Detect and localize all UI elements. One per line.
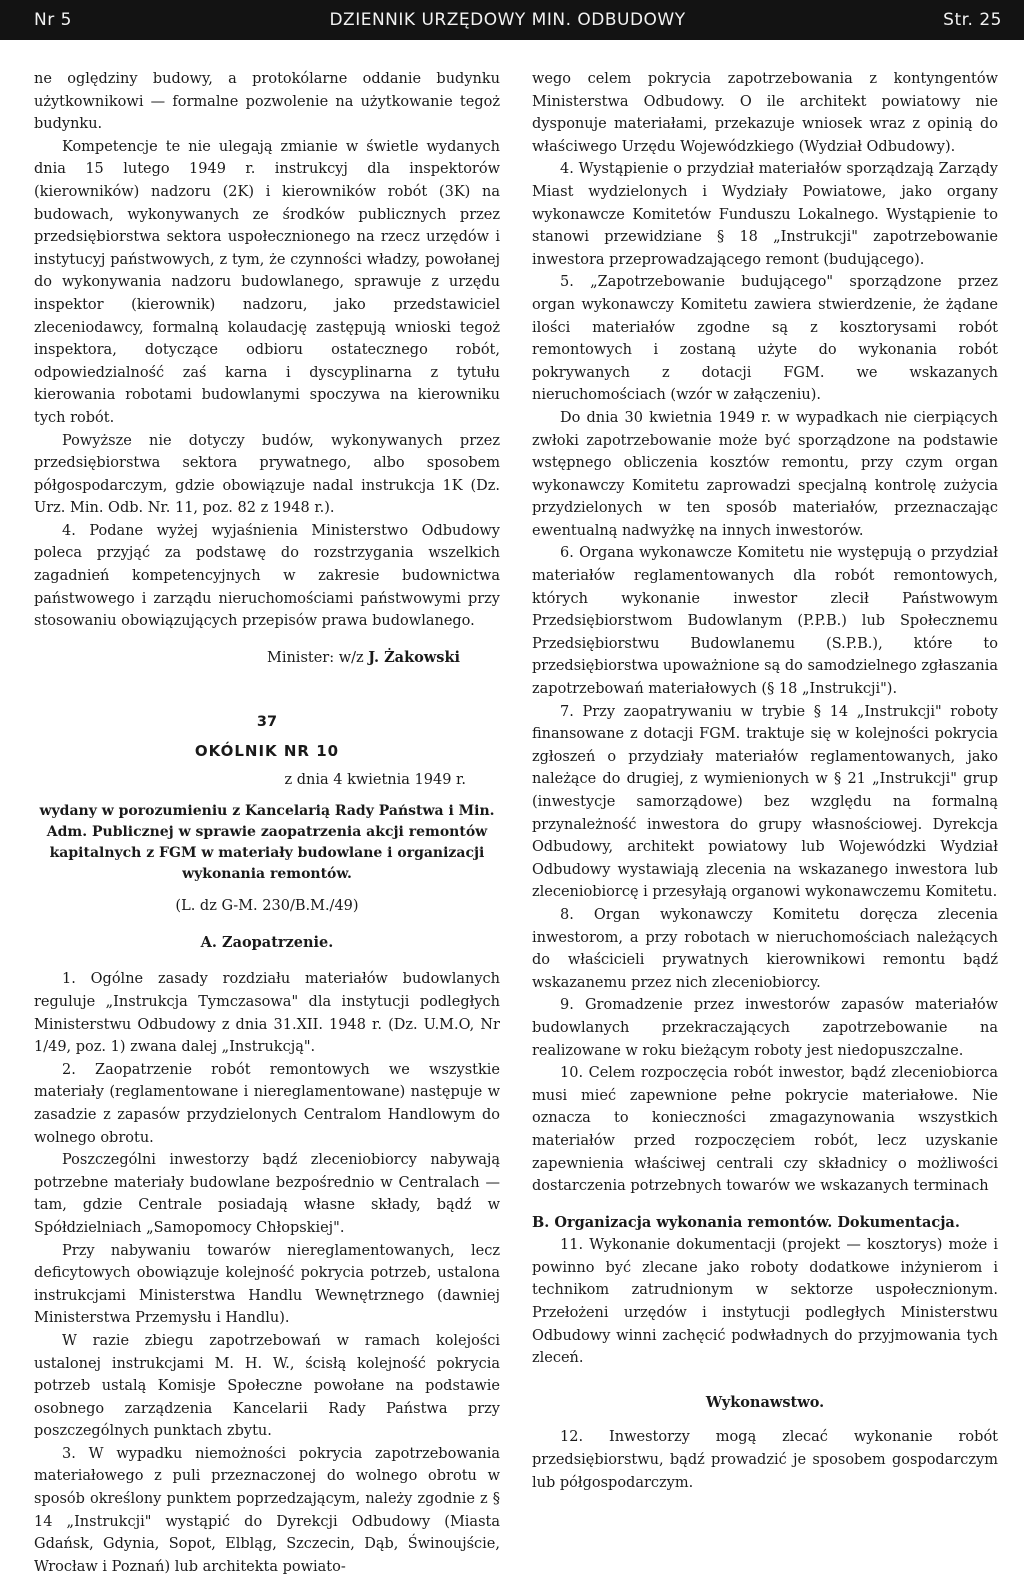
- paragraph: ne oględziny budowy, a protokólarne oddanie budynku użytkownikowi — formalne pozwolenie na użytkowanie tegoż budynku.: [34, 71, 500, 133]
- issue-number: Nr 5: [34, 10, 72, 30]
- signature: [34, 647, 460, 670]
- paragraph: 8. Organ wykonawczy Komitetu doręcza zlecenia inwestorom, a przy robotach w nieruchomościach należących do właścicieli prywatnych kierownikowi remontu bądź wskazanemu przez nich zleceniobiorcy.: [532, 906, 998, 991]
- signature-prefix: Minister: w/z: [266, 649, 364, 666]
- section-heading-execution: Wykonawstwo.: [705, 1393, 825, 1411]
- page-header: [0, 0, 1024, 40]
- paragraph: 4. Wystąpienie o przydział materiałów sporządzają Zarządy Miast wydzielonych i Wydziały Powiatowe, jako organy wykonawcze Komitetów Funduszu Lokalnego. Wystąpienie to stanowi przewidziane § 18 „Instrukcji" zapotrzebowanie inwestora przeprowadzającego remont (budującego).: [532, 161, 998, 268]
- journal-title: DZIENNIK URZĘDOWY MIN. ODBUDOWY: [329, 10, 686, 30]
- paragraph: Powyższe nie dotyczy budów, wykonywanych przez przedsiębiorstwa sektora prywatnego, albo sposobem półgospodarczym, gdzie obowiązuje nadal instrukcja 1K (Dz. Urz. Min. Odb. Nr. 11, poz. 82 z 1948 r.).: [34, 432, 500, 517]
- paragraph: 4. Podane wyżej wyjaśnienia Ministerstwo Odbudowy poleca przyjąć za podstawę do rozstrzygania wszelkich zagadnień kompetencyjnych w zakresie budownictwa państwowego i zarządu nieruchomościami państwowymi przy stosowaniu obowiązujących przepisów prawa budowlanego.: [34, 522, 500, 630]
- document-subject: wydany w porozumieniu z Kancelarią Rady Państwa i Min. Adm. Publicznej w sprawie zaopatrzenia akcji remontów kapitalnych z FGM w materiały budowlane i organizacji wykonania remontów.: [39, 803, 495, 883]
- page-number: Str. 25: [943, 10, 1002, 30]
- document-reference: (L. dz G-M. 230/B.M./49): [175, 898, 359, 915]
- section-heading-a: A. Zaopatrzenie.: [200, 933, 334, 951]
- paragraph: Przy nabywaniu towarów niereglamentowanych, lecz deficytowych obowiązuje kolejność pokrycia potrzeb, ustalona instrukcjami Ministerstwa Handlu Wewnętrznego (dawniej Ministerstwa Przemysłu i Handlu).: [34, 1242, 500, 1327]
- paragraph: 1. Ogólne zasady rozdziału materiałów budowlanych reguluje „Instrukcja Tymczasowa" dla instytucji podległych Ministerstwu Odbudowy z dnia 31.XII. 1948 r. (Dz. U.M.O, Nr 1/49, poz. 1) zwana dalej „Instrukcją".: [34, 971, 500, 1056]
- paragraph: 10. Celem rozpoczęcia robót inwestor, bądź zleceniobiorca musi mieć zapewnione pełne pokrycie materiałowe. Nie oznacza to konieczności zmagazynowania wszystkich materiałów przed rozpoczęciem robót, lecz uzyskanie zapewnienia właściwej centrali czy składnicy o możliwości dostarczenia potrzebnych towarów we wskazanych terminach: [532, 1065, 998, 1195]
- paragraph: wego celem pokrycia zapotrzebowania z kontyngentów Ministerstwa Odbudowy. O ile architekt powiatowy nie dysponuje materiałami, przekazuje wniosek wraz z opinią do właściwego Urzędu Wojewódzkiego (Wydział Odbudowy).: [532, 71, 998, 155]
- paragraph: Do dnia 30 kwietnia 1949 r. w wypadkach nie cierpiących zwłoki zapotrzebowanie może być sporządzone na podstawie wstępnego obliczenia kosztów remontu, przy czym organ wykonawczy Komitetu zaprowadzi specjalną kontrolę zużycia przydzielonych w ten sposób materiałów, przeznaczając ewentualną nadwyżkę na innych inwestorów.: [532, 409, 998, 539]
- paragraph: 5. „Zapotrzebowanie budującego" sporządzone przez organ wykonawczy Komitetu zawiera stwierdzenie, że żądane ilości materiałów zgodne są z kosztorysami robót remontowych i zostaną użyte do wykonania robót pokrywanych z dotacji FGM. we wskazanych nieruchomościach (wzór w załączeniu).: [532, 274, 998, 404]
- paragraph: Kompetencje te nie ulegają zmianie w świetle wydanych dnia 15 lutego 1949 r. instrukcyj dla inspektorów (kierowników) nadzoru (2K) i kierowników robót (3K) na budowach, wykonywanych ze środków publicznych przez przedsiębiorstwa sektora uspołecznionego na rzecz urzędów i instytucyj państwowych, z tym, że czynności władzy, powołanej do wykonywania nadzoru budowlanego, sprawuje z urzędu inspektor (kierownik) nadzoru, jako przedstawiciel zleceniodawcy, formalną kolaudację zastępują wnioski tegoż inspektora, dotyczące odbioru ostatecznego robót, odpowiedzialność zaś karna i dyscyplinarna z tytułu kierowania robotami budowlanymi spoczywa na kierowniku tych robót.: [34, 138, 500, 426]
- paragraph: W razie zbiegu zapotrzebowań w ramach kolejości ustalonej instrukcjami M. H. W., ścisłą kolejność pokrycia potrzeb ustalą Komisje Społeczne powołane na podstawie osobnego zarządzenia Kancelarii Rady Państwa przy poszczególnych punktach zbytu.: [34, 1332, 500, 1440]
- paragraph: 2. Zaopatrzenie robót remontowych we wszystkie materiały (reglamentowane i niereglamentowane) następuje w zasadzie z zapasów przydzielonych Centralom Handlowym do wolnego obrotu.: [34, 1061, 500, 1146]
- paragraph: 9. Gromadzenie przez inwestorów zapasów materiałów budowlanych przekraczających zapotrzebowanie na realizowane w roku bieżącym roboty jest niedopuszczalne.: [532, 997, 998, 1059]
- paragraph: Poszczególni inwestorzy bądź zleceniobiorcy nabywają potrzebne materiały budowlane bezpośrednio w Centralach — tam, gdzie Centrale posiadają własne składy, bądź w Spółdzielniach „Samopomocy Chłopskiej".: [34, 1152, 500, 1236]
- right-column: [532, 68, 998, 1578]
- section-heading-b: B. Organizacja wykonania remontów. Dokumentacja.: [532, 1213, 960, 1231]
- paragraph: 12. Inwestorzy mogą zlecać wykonanie robót przedsiębiorstwu, bądź prowadzić je sposobem gospodarczym lub półgospodarczym.: [532, 1429, 998, 1491]
- left-column: [34, 68, 500, 1578]
- text-columns: [34, 68, 998, 1578]
- paragraph: 6. Organa wykonawcze Komitetu nie występują o przydział materiałów reglamentowanych dla robót remontowych, których wykonanie inwestor zlecił Państwowym Przedsiębiorstwom Budowlanym (P.P.B.) lub Społecznemu Przedsiębiorstwu Budowlanemu (S.P.B.), które to przedsiębiorstwa upoważnione są do samodzielnego zgłaszania zapotrzebowań materiałowych (§ 18 „Instrukcji").: [532, 545, 998, 698]
- paragraph: 3. W wypadku niemożności pokrycia zapotrzebowania materiałowego z puli przeznaczonej do wolnego obrotu w sposób określony punktem poprzedzającym, należy zgodnie z § 14 „Instrukcji" wystąpić do Dyrekcji Odbudowy (Miasta Gdańsk, Gdynia, Sopot, Elbląg, Szczecin, Dąb, Świnoujście, Wrocław i Poznań) lub architekta powiato-: [34, 1445, 500, 1575]
- paragraph: 7. Przy zaopatrywaniu w trybie § 14 „Instrukcji" roboty finansowane z dotacji FGM. traktuje się w kolejności pokrycia zgłoszeń o przydziały materiałów reglamentowanych, jako należące do drugiej, z wymienionych w § 21 „Instrukcji" grup (inwestycje samorządowe) bez względu na formalną przynależność inwestora do grupy własnościowej. Dyrekcja Odbudowy, architekt powiatowy lub Wojewódzki Wydział Odbudowy wystawiają zlecenia na wskazanego inwestora lub zleceniobiorcę i przesyłają organowi wykonawczemu Komitetu.: [532, 703, 998, 901]
- paragraph: 11. Wykonanie dokumentacji (projekt — kosztorys) może i powinno być zlecane jako roboty dodatkowe inżynierom i technikom zatrudnionym w sektorze uspołecznionym. Przełożeni urzędów i instytucji podległych Ministerstwu Odbudowy winni zachęcić podwładnych do przyjmowania tych zleceń.: [532, 1237, 998, 1367]
- document-date: z dnia 4 kwietnia 1949 r.: [284, 771, 466, 788]
- document-title: OKÓLNIK NR 10: [194, 742, 340, 761]
- signature-name: J. Żakowski: [368, 648, 460, 666]
- document-number: 37: [256, 714, 278, 731]
